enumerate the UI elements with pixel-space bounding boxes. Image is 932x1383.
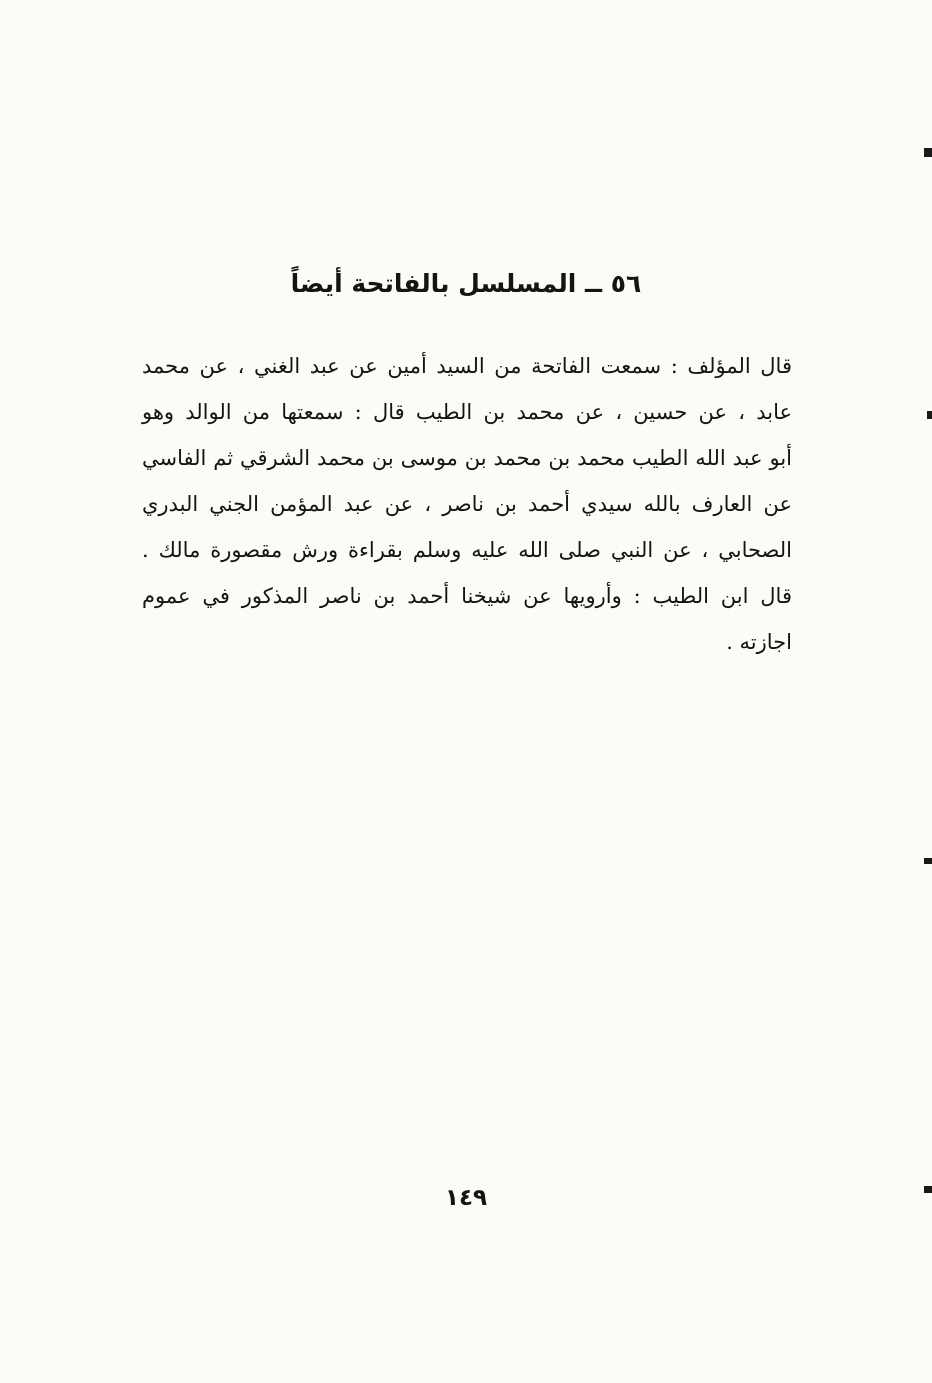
scan-edge-mark (924, 1186, 932, 1193)
text-line: عن العارف بالله سيدي أحمد بن ناصر ، عن عبد المؤمن الجني البدري (142, 492, 792, 516)
scan-edge-mark (924, 858, 932, 864)
text-line: الصحابي ، عن النبي صلى الله عليه وسلم بقراءة ورش مقصورة مالك . (142, 538, 792, 562)
text-line: اجازته . (726, 630, 792, 654)
text-line: أبو عبد الله الطيب محمد بن محمد بن موسى بن محمد الشرقي ثم الفاسي (142, 446, 792, 470)
scan-edge-mark (927, 411, 932, 419)
page-number: ١٤٩ (444, 1185, 488, 1211)
text-line: قال ابن الطيب : وأرويها عن شيخنا أحمد بن ناصر المذكور في عموم (142, 584, 792, 608)
text-line: عابد ، عن حسين ، عن محمد بن الطيب قال : سمعتها من الوالد وهو (142, 400, 792, 424)
section-heading: ٥٦ ــ المسلسل بالفاتحة أيضاً (290, 269, 642, 298)
body-paragraph (142, 343, 792, 665)
text-line: قال المؤلف : سمعت الفاتحة من السيد أمين عن عبد الغني ، عن محمد (142, 354, 792, 378)
scan-edge-mark (924, 148, 932, 157)
